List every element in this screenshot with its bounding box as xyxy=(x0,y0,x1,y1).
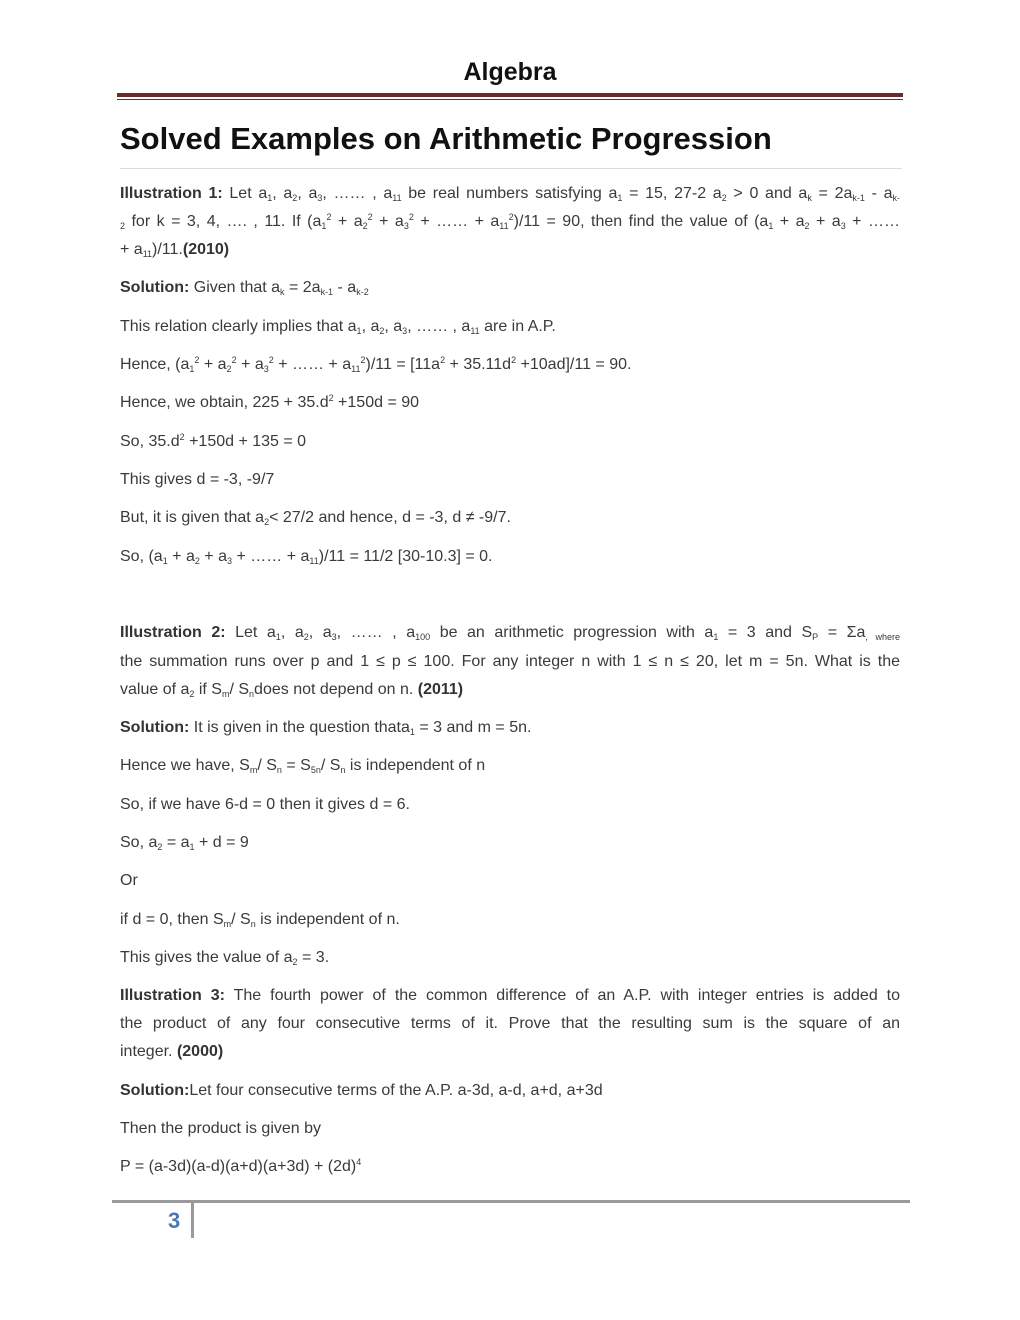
solution-label: Solution: xyxy=(120,1082,190,1099)
year-badge: (2011) xyxy=(417,681,464,698)
illustration-label: Illustration 1: xyxy=(120,185,223,202)
header-rule-thin xyxy=(117,99,903,100)
year-badge: (2000) xyxy=(176,1043,224,1060)
illustration-3-line-1: Illustration 3: The fourth power of the common difference of an A.P. with integer entries is added to xyxy=(120,987,900,1004)
solution-1-relation: This relation clearly implies that $a_1$, $a_2$, $a_3$, …… , $a_{11}$ are in A.P. xyxy=(120,318,556,336)
header-rule xyxy=(117,93,903,97)
solution-2-so-if: So, if we have 6-d = 0 then it gives d = 6. xyxy=(120,796,410,813)
illustration-2-line-1: Illustration 2: Let $a_1$, $a_2$, $a_3$, …… , $a_{100}$ be an arithmetic progression with $a_1 = 3$ and $S_P = \Sigma a_{, where}$ xyxy=(120,624,900,642)
illustration-2-line-2: the summation runs over p and 1 ≤ p ≤ 100. For any integer n with 1 ≤ n ≤ 20, let m = 5n. What is the xyxy=(120,653,900,670)
header-title: Algebra xyxy=(463,58,557,86)
solution-2-hence: Hence we have, $S_m/$ $S_n = S_{5n}/$ $S_n$ is independent of n xyxy=(120,757,486,775)
illustration-1-line-1: Illustration 1: Let $a_1$, $a_2$, $a_3$, …… , $a_{11}$ be real numbers satisfying $a_1 = 15$, 27-2 $a_2 > 0$ and $a_k = 2a_{k-1} - a_{k-}$ xyxy=(120,185,900,203)
year-badge: (2010) xyxy=(182,241,230,258)
illustration-2-line-3: value of $a_2$ if $S_m/$ $S_ndoes$ not depend on n. (2011) xyxy=(120,681,464,699)
illustration-1-line-2: $_2$ for k = 3, 4, …. , 11. If ($a_1^2 + a_2^2 + a_3^2$ + …… + $a_{11}^2)/11 = 90$, then find the value of ($a_1 + a_2 + a_3$ + …… xyxy=(120,212,900,231)
solution-2-or: Or xyxy=(120,872,138,889)
footer-divider xyxy=(191,1203,194,1238)
illustration-label: Illustration 2: xyxy=(120,624,226,641)
solution-3-product: $P = (a-3d)(a-d)(a+d)(a+3d) + (2d)^4$ xyxy=(120,1157,362,1175)
solution-2-if-d: if d = 0, then $S_m/$ $S_n$ is independent of n. xyxy=(120,911,400,929)
solution-1-gives: This gives d = -3, -9/7 xyxy=(120,471,275,488)
solution-3-heading: Solution:Let four consecutive terms of the A.P. a-3d, a-d, a+d, a+3d xyxy=(120,1082,603,1099)
solution-1-heading: Solution: Given that $a_k = 2a_{k-1} - a_{k-2}$ xyxy=(120,279,369,297)
solution-2-heading: Solution: It is given in the question thata$_1$ = 3 and m = 5n. xyxy=(120,719,532,737)
page-title: Solved Examples on Arithmetic Progression xyxy=(120,121,772,156)
solution-2-so-a2: So, $a_2 = a_1 + d = 9$ xyxy=(120,834,249,852)
solution-label: Solution: xyxy=(120,719,190,736)
page-number: 3 xyxy=(168,1208,181,1233)
illustration-3-line-2: the product of any four consecutive terms of it. Prove that the resulting sum is the square of an xyxy=(120,1015,900,1032)
solution-3-then: Then the product is given by xyxy=(120,1120,322,1137)
solution-2-value: This gives the value of $a_2 = 3$. xyxy=(120,949,330,967)
title-rule xyxy=(120,168,902,169)
solution-1-quadratic: So, $35.d^2 +150d + 135 = 0$ xyxy=(120,432,307,450)
illustration-label: Illustration 3: xyxy=(120,987,225,1004)
illustration-3-line-3: integer. (2000) xyxy=(120,1043,224,1060)
solution-1-obtain: Hence, we obtain, $225 + 35.d^2 +150d = 90$ xyxy=(120,393,420,411)
illustration-1-line-3: + $a_{11})/11.(2010)$ xyxy=(120,241,230,259)
footer-rule xyxy=(112,1200,910,1203)
solution-1-final: So, ($a_1 + a_2 + a_3$ + …… + $a_{11})/11 = 11/2$ [30-10.3] = 0. xyxy=(120,548,493,566)
solution-1-hence: Hence, ($a_1^2 + a_2^2 + a_3^2$ + …… + $a_{11}^2)/11 = [11a^2 + 35.11d^2 +10ad]/11 = 90$. xyxy=(120,355,632,374)
solution-1-but: But, it is given that $a_2< 27/2$ and hence, d = -3, d ≠ -9/7. xyxy=(120,509,511,527)
solution-label: Solution: xyxy=(120,279,190,296)
